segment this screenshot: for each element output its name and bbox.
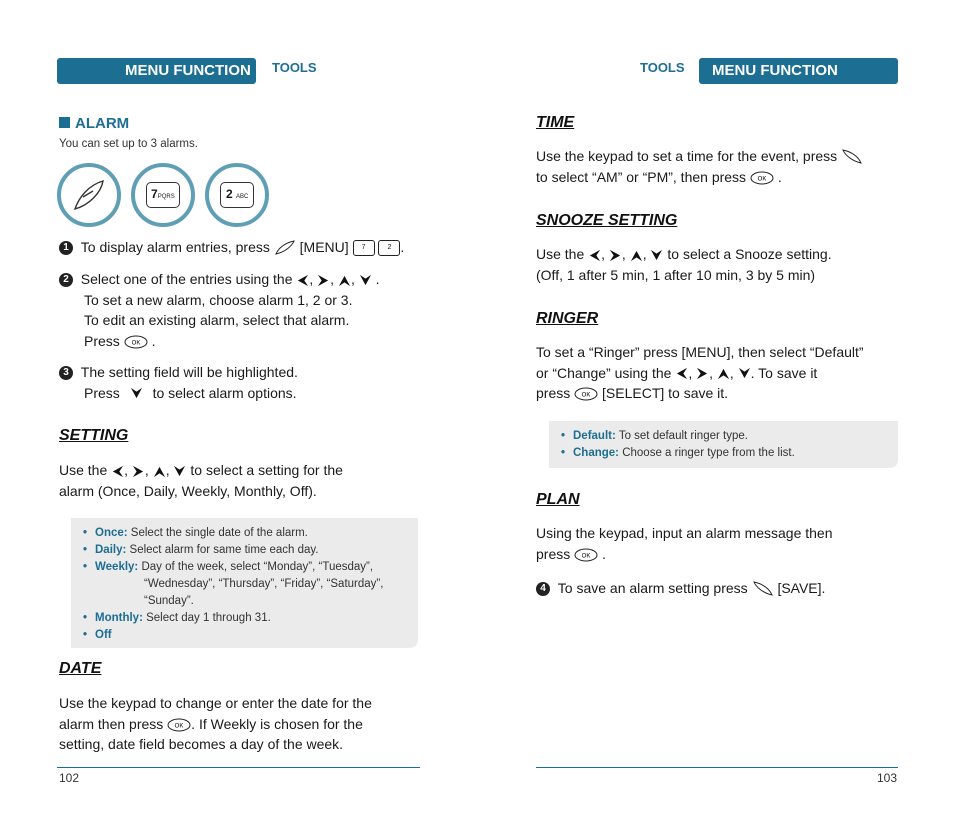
ok-key-icon: [167, 718, 191, 732]
step3-press-text: Press: [84, 384, 120, 401]
setting-body: Use the , , , to select a setting for the alarm (Once, Daily, Weekly, Monthly, Off).: [59, 460, 343, 501]
plan-title: PLAN: [536, 491, 580, 508]
key-2-digit: 2: [226, 187, 233, 201]
up-arrow-icon: [630, 249, 643, 262]
left-arrow-icon: [111, 465, 124, 478]
setting-line2: alarm (Once, Daily, Weekly, Monthly, Off).: [59, 482, 317, 499]
option-change: [561, 445, 886, 462]
key-7-small-icon: [353, 240, 375, 256]
plan-line2-pre: press: [536, 545, 571, 562]
key-2-button[interactable]: [205, 163, 269, 227]
menu-function-header-right: MENU FUNCTION: [699, 58, 898, 84]
option-default: [561, 428, 886, 445]
option-change-label: Change:: [573, 447, 619, 459]
svg-text:OK: OK: [174, 723, 184, 730]
plan-step-4: [536, 578, 825, 599]
step1-text: To display alarm entries, press: [80, 239, 270, 255]
right-arrow-icon: [696, 367, 709, 380]
key-7-letters: PQRS: [157, 194, 175, 200]
svg-text:OK: OK: [757, 176, 767, 183]
up-arrow-icon: [338, 274, 351, 287]
option-once: [83, 525, 406, 542]
option-once-label: Once:: [95, 527, 128, 539]
date-body: [59, 693, 372, 755]
option-default-label: Default:: [573, 430, 616, 442]
soft-key-icon: [61, 167, 117, 223]
option-once-text: Select the single date of the alarm.: [130, 527, 308, 539]
left-arrow-icon: [675, 367, 688, 380]
option-weekly-text3: “Sunday”.: [144, 595, 194, 607]
menu-function-header-left: MENU FUNCTION: [57, 58, 256, 84]
left-arrow-icon: [588, 249, 601, 262]
option-monthly: [83, 610, 406, 627]
up-arrow-icon: [717, 367, 730, 380]
alarm-heading: [59, 115, 129, 133]
option-off-label: Off: [95, 629, 112, 641]
menu-soft-key-button[interactable]: [57, 163, 121, 227]
ringer-body: To set a “Ringer” press [MENU], then select “Default” or “Change” using the , , , . To save it press OK [SELECT] to save it.: [536, 344, 864, 401]
option-weekly-text1: Day of the week, select “Monday”, “Tuesday”,: [141, 561, 374, 573]
setting-post-text: to select a setting for the: [190, 462, 343, 478]
right-arrow-icon: [132, 465, 145, 478]
key-7-small-digit: 7: [361, 244, 366, 252]
snooze-use-the: Use the: [536, 246, 585, 262]
date-line2-pre: alarm then press: [59, 715, 164, 732]
right-arrow-icon: [317, 274, 330, 287]
snooze-post-text: to select a Snooze setting.: [667, 246, 832, 262]
step1-menu-text: [MENU]: [299, 239, 349, 255]
left-arrow-icon: [296, 274, 309, 287]
tools-label-left: TOOLS: [272, 60, 317, 75]
page-number-right: 103: [877, 771, 898, 785]
ringer-title: RINGER: [536, 310, 599, 327]
key-7-digit: 7: [151, 187, 158, 201]
right-arrow-icon: [609, 249, 622, 262]
key-2-face: [220, 182, 254, 208]
option-weekly-label: Weekly:: [95, 561, 139, 573]
ringer-line1: To set a “Ringer” press [MENU], then select “Default”: [536, 344, 864, 360]
setting-use-the: Use the: [59, 462, 108, 478]
alarm-subtitle: You can set up to 3 alarms.: [59, 138, 198, 150]
alarm-step-1: [59, 237, 404, 258]
alarm-step-2: 2 Select one of the entries using the , , , . To set a new alarm, choose alarm 1, 2 or 3. To edit an existing alarm, select that alarm. Press OK .: [59, 269, 380, 351]
step2-line3: To edit an existing alarm, select that alarm.: [84, 312, 350, 328]
time-line2-pre: to select “AM” or “PM”, then press: [536, 168, 747, 185]
key-2-letters: ABC: [236, 194, 249, 200]
down-arrow-icon: [173, 465, 186, 478]
svg-text:OK: OK: [581, 392, 591, 399]
down-arrow-icon: [650, 249, 663, 262]
time-title: TIME: [536, 114, 575, 131]
option-daily-text: Select alarm for same time each day.: [129, 544, 319, 556]
soft-right-key-icon: [841, 149, 863, 165]
step1-period: .: [400, 239, 405, 255]
step2-press-text: Press: [84, 332, 120, 349]
ringer-line3-post: [SELECT] to save it.: [602, 385, 729, 401]
date-line2-post: . If Weekly is chosen for the: [191, 715, 363, 732]
option-weekly: [83, 559, 406, 610]
plan-line1: Using the keypad, input an alarm message then: [536, 525, 833, 541]
step3-line1: The setting field will be highlighted.: [80, 364, 298, 380]
step2-text: Select one of the entries using the: [80, 271, 293, 287]
footer-rule-left: [57, 767, 420, 768]
plan-body: [536, 523, 833, 564]
down-arrow-icon: [738, 367, 751, 380]
tools-label-right: TOOLS: [640, 60, 685, 75]
key-2-small-digit: 2: [387, 244, 392, 252]
ok-key-icon: [574, 387, 598, 401]
option-default-text: To set default ringer type.: [618, 430, 748, 442]
alarm-step-3: [59, 362, 298, 403]
ringer-options-box: [549, 421, 898, 468]
ok-key-icon: [124, 335, 148, 349]
ok-key-icon: [750, 171, 774, 185]
step-number-1: 1: [59, 241, 73, 255]
up-arrow-icon: [153, 465, 166, 478]
key-7-button[interactable]: [131, 163, 195, 227]
time-body: [536, 146, 863, 187]
key-2-small-icon: [378, 240, 400, 256]
setting-options-box: [71, 518, 418, 648]
footer-rule-right: [536, 767, 898, 768]
down-arrow-icon: [130, 387, 143, 400]
option-daily: [83, 542, 406, 559]
snooze-title: SNOOZE SETTING: [536, 212, 678, 229]
page-number-left: 102: [59, 771, 80, 785]
option-off: [83, 627, 406, 644]
date-line3: setting, date field becomes a day of the week.: [59, 736, 344, 752]
step3-post-text: to select alarm options.: [152, 384, 297, 401]
soft-right-key-icon: [752, 581, 774, 597]
step-number-4: 4: [536, 582, 550, 596]
step2-line2: To set a new alarm, choose alarm 1, 2 or 3.: [84, 291, 353, 308]
option-change-text: Choose a ringer type from the list.: [622, 447, 795, 459]
alarm-heading-text: ALARM: [75, 115, 130, 132]
square-bullet-icon: [59, 117, 70, 128]
step4-save-text: [SAVE].: [777, 580, 826, 596]
date-title: DATE: [59, 660, 102, 677]
svg-text:OK: OK: [131, 340, 141, 347]
snooze-body: Use the , , , to select a Snooze setting. (Off, 1 after 5 min, 1 after 10 min, 3 by 5 min): [536, 244, 832, 285]
ringer-line2-pre: or “Change” using the: [536, 364, 672, 381]
option-daily-label: Daily:: [95, 544, 127, 556]
step4-text: To save an alarm setting press: [557, 580, 748, 596]
snooze-line2: (Off, 1 after 5 min, 1 after 10 min, 3 by 5 min): [536, 266, 816, 283]
setting-title: SETTING: [59, 427, 129, 444]
ringer-line3-pre: press: [536, 385, 571, 401]
date-line1: Use the keypad to change or enter the date for the: [59, 695, 372, 711]
option-weekly-text2: “Wednesday”, “Thursday”, “Friday”, “Saturday”,: [144, 578, 384, 590]
svg-text:OK: OK: [581, 553, 591, 560]
option-monthly-text: Select day 1 through 31.: [146, 612, 271, 624]
key-7-face: [146, 182, 180, 208]
down-arrow-icon: [359, 274, 372, 287]
time-line2-period: .: [777, 168, 782, 185]
time-line1: Use the keypad to set a time for the event, press: [536, 148, 838, 164]
plan-line2-period: .: [602, 545, 606, 562]
option-monthly-label: Monthly:: [95, 612, 143, 624]
step-number-2: 2: [59, 273, 73, 287]
step2-period: .: [375, 271, 380, 287]
ok-key-icon: [574, 548, 598, 562]
ringer-line2-post: . To save it: [750, 364, 818, 381]
soft-left-key-icon: [274, 240, 296, 256]
step-number-3: 3: [59, 366, 73, 380]
step2-press-period: .: [151, 332, 156, 349]
